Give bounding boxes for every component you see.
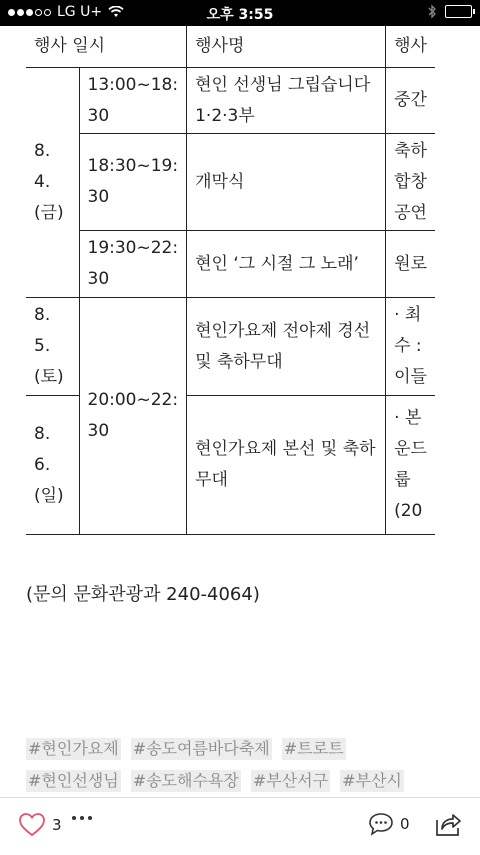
- time-cell: 19:30~22: 30: [79, 231, 187, 298]
- event-schedule-table: [26, 26, 435, 535]
- time-cell: 13:00~18: 30: [79, 68, 187, 134]
- event-cell: 현인 선생님 그립습니다 1·2·3부: [187, 68, 386, 134]
- date-cell: 8. 4. (금): [26, 68, 79, 298]
- like-button[interactable]: [18, 812, 62, 837]
- more-icon[interactable]: [72, 816, 92, 820]
- hashtag-row: [26, 770, 466, 792]
- detail-cell: 원로: [386, 231, 435, 298]
- hashtag[interactable]: #송도해수욕장: [132, 771, 239, 790]
- header-detail: 행사: [386, 26, 435, 68]
- inquiry-text: (문의 문화관광과 240-4064): [26, 584, 260, 605]
- comment-count: 0: [400, 815, 410, 833]
- hashtag[interactable]: #부산시: [342, 771, 402, 790]
- table-row: [26, 231, 435, 298]
- share-icon[interactable]: [434, 811, 462, 837]
- table-row: [26, 134, 435, 231]
- hashtag[interactable]: #현인가요제: [28, 739, 119, 758]
- hashtag[interactable]: #부산서구: [252, 771, 329, 790]
- status-bar: [0, 0, 480, 26]
- table-header-row: [26, 26, 435, 68]
- like-count: 3: [52, 815, 62, 834]
- date-cell: 8. 6. (일): [26, 396, 79, 535]
- date-cell: 8. 5. (토): [26, 298, 79, 396]
- hashtag[interactable]: #송도여름바다축제: [132, 739, 270, 758]
- time-cell: 20:00~22: 30: [79, 298, 187, 535]
- hashtag-list: [26, 738, 466, 802]
- carrier-name: LG U+: [57, 4, 103, 20]
- post-content: [0, 26, 480, 726]
- battery-icon: [445, 5, 472, 18]
- detail-cell: 축하 합창 공연: [386, 134, 435, 231]
- event-cell: 현인가요제 본선 및 축하 무대: [187, 396, 386, 535]
- hashtag-row: [26, 738, 466, 760]
- event-cell: 현인가요제 전야제 경선 및 축하무대: [187, 298, 386, 396]
- detail-cell: · 본 운드 룹 (20: [386, 396, 435, 535]
- status-right: [428, 4, 472, 19]
- time-cell: 18:30~19: 30: [79, 134, 187, 231]
- comment-icon[interactable]: [368, 812, 394, 836]
- bluetooth-icon: [428, 4, 437, 19]
- bottom-action-bar: [0, 797, 480, 855]
- detail-cell: 중간: [386, 68, 435, 134]
- hashtag[interactable]: #현인선생님: [28, 771, 119, 790]
- heart-icon[interactable]: [18, 812, 46, 837]
- table-row: [26, 298, 435, 396]
- comment-button[interactable]: [368, 812, 410, 836]
- header-datetime: 행사 일시: [26, 26, 187, 68]
- hashtag[interactable]: #트로트: [283, 739, 344, 758]
- table-row: [26, 68, 435, 134]
- event-cell: 현인 ‘그 시절 그 노래’: [187, 231, 386, 298]
- event-cell: 개막식: [187, 134, 386, 231]
- status-time: 오후 3:55: [206, 7, 274, 23]
- detail-cell: · 최 수 : 이들: [386, 298, 435, 396]
- header-event-name: 행사명: [187, 26, 386, 68]
